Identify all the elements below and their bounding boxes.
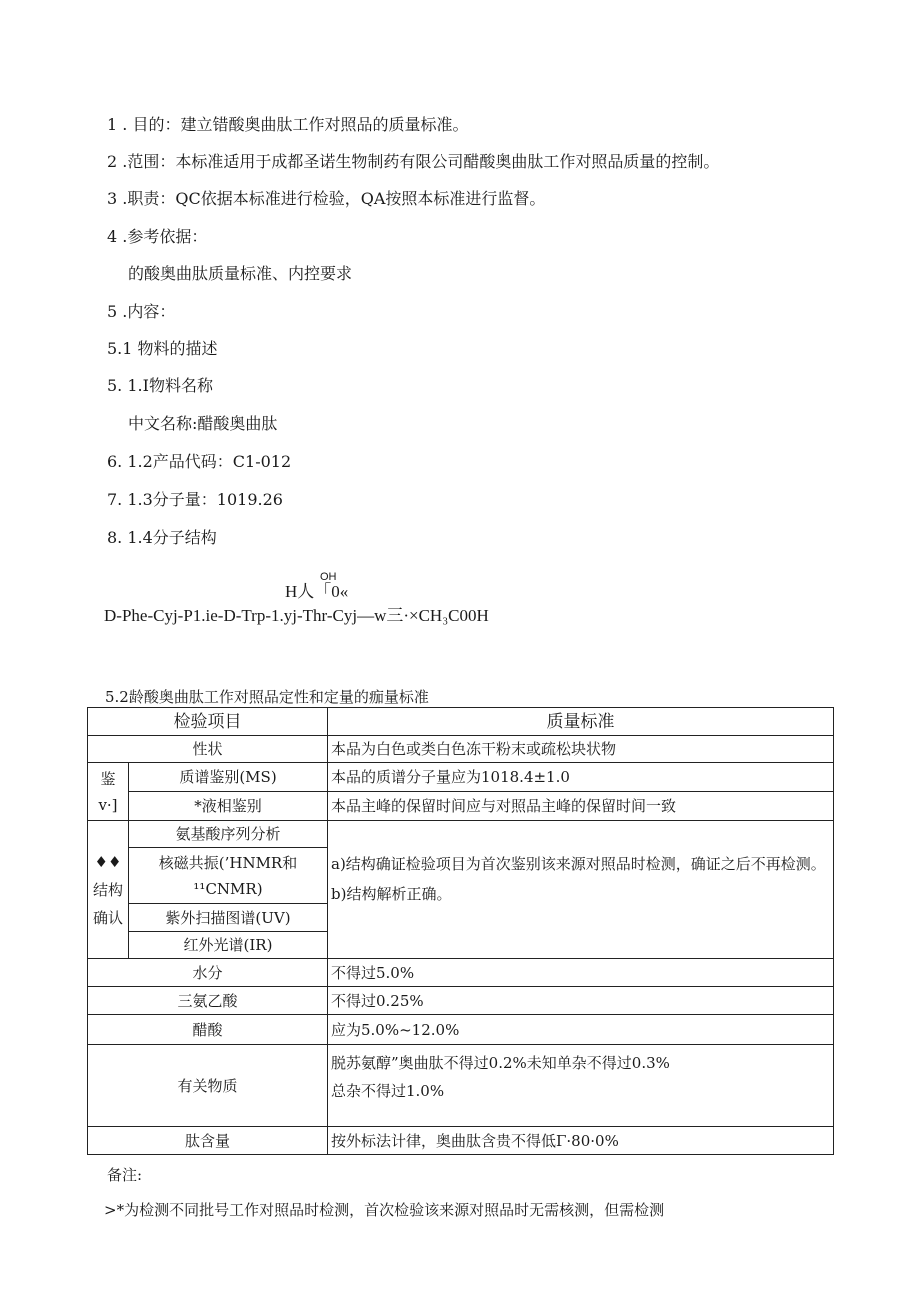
section-4-body: 的酸奥曲肽质量标准、内控要求 bbox=[128, 264, 353, 283]
note-1: >*为检测不同批号工作对照品时检测，首次检验该来源对照品时无需核测，但需检测 bbox=[104, 1201, 665, 1219]
table-header-row bbox=[88, 708, 834, 736]
section-4: 4 .参考依据： bbox=[107, 227, 208, 246]
std-hplc: 本品主峰的保留时间应与对照品主峰的保留时间一致 bbox=[328, 792, 834, 821]
structure-line-2: D-Phe-Cyj-P1.ie-D-Trp-1.yj-Thr-Cyj—w三·×CH₃C00H bbox=[104, 606, 489, 625]
item-uv: 紫外扫描图谱(UV) bbox=[129, 904, 328, 932]
std-related-substances bbox=[328, 1045, 834, 1127]
section-5: 5 .内容： bbox=[107, 302, 176, 321]
item-hplc: *液相鉴别 bbox=[129, 792, 328, 821]
section-3: 3 .职责：QC依据本标准进行检验，QA按照本标准进行监督。 bbox=[107, 189, 546, 208]
item-ms: 质谱鉴别(MS) bbox=[129, 763, 328, 792]
table-row bbox=[88, 959, 834, 987]
item-nmr: 核磁共振(’HNMR和¹¹CNMR) bbox=[129, 848, 328, 904]
table-row bbox=[88, 763, 834, 792]
section-5-1-1: 5. 1.I物料名称 bbox=[107, 376, 213, 395]
item-ir: 红外光谱(IR) bbox=[129, 932, 328, 959]
item-tfa: 三氨乙酸 bbox=[88, 987, 328, 1015]
std-peptide-content: 按外标法计律，奥曲肽含贵不得低Γ·80·0% bbox=[328, 1127, 834, 1155]
header-quality-standard: 质量标准 bbox=[328, 708, 834, 736]
item-peptide-content: 肽含量 bbox=[88, 1127, 328, 1155]
header-test-item: 检验项目 bbox=[88, 708, 328, 736]
table-row bbox=[88, 1015, 834, 1045]
table-row bbox=[88, 1127, 834, 1155]
group-identification: 鉴v·] bbox=[88, 763, 129, 821]
chinese-name: 中文名称:醋酸奥曲肽 bbox=[128, 414, 278, 433]
notes-label: 备注: bbox=[107, 1166, 143, 1184]
table-caption: 5.2龄酸奥曲肽工作对照品定性和定量的痂量标准 bbox=[105, 688, 429, 706]
structure-line-1: H人「0« bbox=[285, 582, 349, 601]
std-ms: 本品的质谱分子量应为1018.4±1.0 bbox=[328, 763, 834, 792]
molecular-weight: 7. 1.3分子量：1019.26 bbox=[107, 490, 283, 509]
section-5-1: 5.1 物料的描述 bbox=[107, 339, 218, 358]
item-amino-acid: 氨基酸序列分析 bbox=[129, 821, 328, 848]
section-1: 1 . 目的：建立错酸奥曲肽工作对照品的质量标准。 bbox=[107, 115, 469, 134]
std-related-1: 脱苏氨醇”奥曲肽不得过0.2%未知单杂不得过0.3% bbox=[331, 1054, 670, 1072]
item-related-substances: 有关物质 bbox=[88, 1045, 328, 1127]
molecular-structure-heading: 8. 1.4分子结构 bbox=[107, 528, 217, 547]
std-acetic-acid: 应为5.0%~12.0% bbox=[328, 1015, 834, 1045]
item-acetic-acid: 醋酸 bbox=[88, 1015, 328, 1045]
structure-oh: OH bbox=[320, 571, 337, 583]
std-structure-a: a)结构确证检验项目为首次鉴别该来源对照品时检测，确证之后不再检测。 bbox=[331, 855, 826, 873]
std-related-2: 总杂不得过1.0% bbox=[331, 1082, 445, 1100]
std-tfa: 不得过0.25% bbox=[328, 987, 834, 1015]
std-water: 不得过5.0% bbox=[328, 959, 834, 987]
product-code: 6. 1.2产品代码：C1-012 bbox=[107, 452, 292, 471]
std-structure-b: b)结构解析正确。 bbox=[331, 885, 452, 903]
item-appearance: 性状 bbox=[88, 736, 328, 763]
table-row bbox=[88, 792, 834, 821]
group-structure-confirmation: ♦♦结构确认 bbox=[88, 821, 129, 959]
quality-standard-table bbox=[87, 707, 834, 1155]
table-row bbox=[88, 987, 834, 1015]
item-water: 水分 bbox=[88, 959, 328, 987]
table-row bbox=[88, 736, 834, 763]
table-row bbox=[88, 821, 834, 848]
std-appearance: 本品为白色或类白色冻干粉末或疏松块状物 bbox=[328, 736, 834, 763]
std-structure bbox=[328, 821, 834, 959]
table-row bbox=[88, 1045, 834, 1127]
section-2: 2 .范围：本标准适用于成都圣诺生物制药有限公司醋酸奥曲肽工作对照品质量的控制。 bbox=[107, 152, 720, 171]
